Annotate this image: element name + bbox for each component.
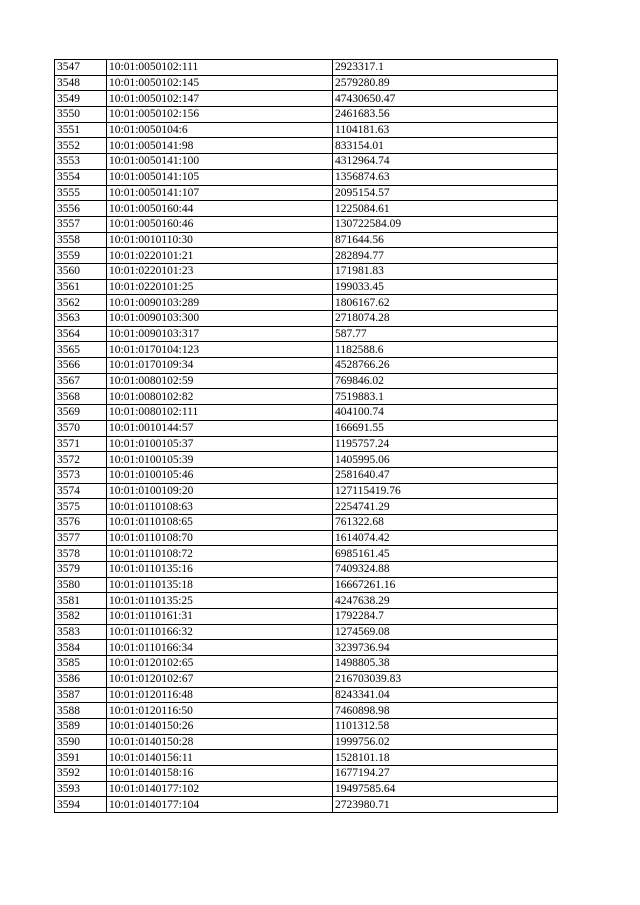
row-number-cell: 3580 [55, 577, 107, 593]
cadastral-value-cell: 2095154.57 [333, 185, 558, 201]
cadastral-value-cell: 1405995.06 [333, 452, 558, 468]
cadastral-value-cell: 1225084.61 [333, 201, 558, 217]
cadastral-number-cell: 10:01:0090103:300 [107, 311, 333, 327]
cadastral-number-cell: 10:01:0140158:16 [107, 765, 333, 781]
cadastral-number-cell: 10:01:0100105:46 [107, 467, 333, 483]
cadastral-number-cell: 10:01:0110108:72 [107, 546, 333, 562]
row-number-cell: 3581 [55, 593, 107, 609]
cadastral-number-cell: 10:01:0010144:57 [107, 420, 333, 436]
row-number-cell: 3590 [55, 734, 107, 750]
row-number-cell: 3555 [55, 185, 107, 201]
cadastral-number-cell: 10:01:0110161:31 [107, 609, 333, 625]
cadastral-number-cell: 10:01:0100109:20 [107, 483, 333, 499]
cadastral-value-cell: 2923317.1 [333, 60, 558, 76]
row-number-cell: 3549 [55, 91, 107, 107]
row-number-cell: 3563 [55, 311, 107, 327]
cadastral-value-cell: 1195757.24 [333, 436, 558, 452]
cadastral-number-cell: 10:01:0110108:65 [107, 514, 333, 530]
cadastral-number-cell: 10:01:0110166:32 [107, 624, 333, 640]
cadastral-value-cell: 4247638.29 [333, 593, 558, 609]
cadastral-value-cell: 1999756.02 [333, 734, 558, 750]
table-row [55, 60, 558, 76]
cadastral-value-cell: 171981.83 [333, 263, 558, 279]
row-number-cell: 3587 [55, 687, 107, 703]
cadastral-number-cell: 10:01:0120102:65 [107, 656, 333, 672]
row-number-cell: 3574 [55, 483, 107, 499]
cadastral-value-cell: 7519883.1 [333, 389, 558, 405]
row-number-cell: 3579 [55, 562, 107, 578]
row-number-cell: 3547 [55, 60, 107, 76]
cadastral-value-cell: 1792284.7 [333, 609, 558, 625]
cadastral-value-cell: 199033.45 [333, 279, 558, 295]
cadastral-number-cell: 10:01:0110135:18 [107, 577, 333, 593]
cadastral-value-cell: 7460898.98 [333, 703, 558, 719]
cadastral-number-cell: 10:01:0080102:82 [107, 389, 333, 405]
row-number-cell: 3564 [55, 326, 107, 342]
cadastral-number-cell: 10:01:0140150:28 [107, 734, 333, 750]
table-row [55, 671, 558, 687]
cadastral-number-cell: 10:01:0110108:70 [107, 530, 333, 546]
cadastral-number-cell: 10:01:0110166:34 [107, 640, 333, 656]
row-number-cell: 3588 [55, 703, 107, 719]
cadastral-number-cell: 10:01:0110135:25 [107, 593, 333, 609]
table-row [55, 562, 558, 578]
cadastral-number-cell: 10:01:0120102:67 [107, 671, 333, 687]
cadastral-number-cell: 10:01:0050102:156 [107, 107, 333, 123]
table-row [55, 750, 558, 766]
cadastral-value-cell: 1528101.18 [333, 750, 558, 766]
table-row [55, 342, 558, 358]
row-number-cell: 3586 [55, 671, 107, 687]
row-number-cell: 3585 [55, 656, 107, 672]
cadastral-value-cell: 2581640.47 [333, 467, 558, 483]
table-row [55, 122, 558, 138]
cadastral-number-cell: 10:01:0050102:111 [107, 60, 333, 76]
table-row [55, 405, 558, 421]
cadastral-number-cell: 10:01:0140177:104 [107, 797, 333, 813]
table-row [55, 781, 558, 797]
table-row [55, 797, 558, 813]
table-row [55, 436, 558, 452]
table-row [55, 185, 558, 201]
row-number-cell: 3562 [55, 295, 107, 311]
cadastral-number-cell: 10:01:0120116:48 [107, 687, 333, 703]
cadastral-value-cell: 3239736.94 [333, 640, 558, 656]
cadastral-number-cell: 10:01:0050141:105 [107, 169, 333, 185]
table-row [55, 483, 558, 499]
row-number-cell: 3575 [55, 499, 107, 515]
cadastral-number-cell: 10:01:0140156:11 [107, 750, 333, 766]
cadastral-number-cell: 10:01:0220101:25 [107, 279, 333, 295]
cadastral-value-cell: 1104181.63 [333, 122, 558, 138]
row-number-cell: 3558 [55, 232, 107, 248]
cadastral-number-cell: 10:01:0050104:6 [107, 122, 333, 138]
cadastral-number-cell: 10:01:0100105:37 [107, 436, 333, 452]
cadastral-value-cell: 4528766.26 [333, 358, 558, 374]
cadastral-value-cell: 404100.74 [333, 405, 558, 421]
cadastral-number-cell: 10:01:0090103:317 [107, 326, 333, 342]
cadastral-number-cell: 10:01:0050102:147 [107, 91, 333, 107]
row-number-cell: 3577 [55, 530, 107, 546]
cadastral-value-cell: 587.77 [333, 326, 558, 342]
cadastral-value-cell: 16667261.16 [333, 577, 558, 593]
row-number-cell: 3565 [55, 342, 107, 358]
table-row [55, 389, 558, 405]
cadastral-value-cell: 1677194.27 [333, 765, 558, 781]
row-number-cell: 3584 [55, 640, 107, 656]
cadastral-number-cell: 10:01:0080102:59 [107, 373, 333, 389]
table-row [55, 154, 558, 170]
table-row [55, 311, 558, 327]
table-row [55, 295, 558, 311]
row-number-cell: 3566 [55, 358, 107, 374]
table-row [55, 546, 558, 562]
cadastral-value-cell: 8243341.04 [333, 687, 558, 703]
table-row [55, 201, 558, 217]
row-number-cell: 3592 [55, 765, 107, 781]
table-row [55, 138, 558, 154]
table-row [55, 687, 558, 703]
table-row [55, 718, 558, 734]
row-number-cell: 3578 [55, 546, 107, 562]
cadastral-value-cell: 2254741.29 [333, 499, 558, 515]
cadastral-value-cell: 1498805.38 [333, 656, 558, 672]
table-row [55, 279, 558, 295]
cadastral-value-cell: 4312964.74 [333, 154, 558, 170]
cadastral-value-cell: 6985161.45 [333, 546, 558, 562]
cadastral-value-cell: 216703039.83 [333, 671, 558, 687]
table-row [55, 169, 558, 185]
cadastral-value-cell: 833154.01 [333, 138, 558, 154]
table-row [55, 765, 558, 781]
table-row [55, 107, 558, 123]
table-row [55, 373, 558, 389]
cadastral-value-cell: 1806167.62 [333, 295, 558, 311]
row-number-cell: 3576 [55, 514, 107, 530]
table-row [55, 577, 558, 593]
cadastral-value-cell: 1182588.6 [333, 342, 558, 358]
row-number-cell: 3557 [55, 216, 107, 232]
table-row [55, 609, 558, 625]
row-number-cell: 3593 [55, 781, 107, 797]
cadastral-value-cell: 19497585.64 [333, 781, 558, 797]
cadastral-value-cell: 2579280.89 [333, 75, 558, 91]
cadastral-value-cell: 871644.56 [333, 232, 558, 248]
cadastral-number-cell: 10:01:0050160:46 [107, 216, 333, 232]
table-row [55, 216, 558, 232]
cadastral-value-cell: 1614074.42 [333, 530, 558, 546]
cadastral-number-cell: 10:01:0110108:63 [107, 499, 333, 515]
cadastral-value-cell: 2718074.28 [333, 311, 558, 327]
cadastral-number-cell: 10:01:0100105:39 [107, 452, 333, 468]
cadastral-number-cell: 10:01:0050141:100 [107, 154, 333, 170]
cadastral-number-cell: 10:01:0050141:98 [107, 138, 333, 154]
cadastral-value-cell: 1101312.58 [333, 718, 558, 734]
row-number-cell: 3560 [55, 263, 107, 279]
table-row [55, 530, 558, 546]
cadastral-number-cell: 10:01:0140150:26 [107, 718, 333, 734]
cadastral-value-cell: 2723980.71 [333, 797, 558, 813]
cadastral-number-cell: 10:01:0050141:107 [107, 185, 333, 201]
row-number-cell: 3556 [55, 201, 107, 217]
row-number-cell: 3561 [55, 279, 107, 295]
row-number-cell: 3569 [55, 405, 107, 421]
cadastral-value-cell: 282894.77 [333, 248, 558, 264]
cadastral-value-cell: 127115419.76 [333, 483, 558, 499]
table-row [55, 467, 558, 483]
row-number-cell: 3571 [55, 436, 107, 452]
row-number-cell: 3591 [55, 750, 107, 766]
table-row [55, 499, 558, 515]
row-number-cell: 3570 [55, 420, 107, 436]
cadastral-number-cell: 10:01:0120116:50 [107, 703, 333, 719]
cadastral-number-cell: 10:01:0050160:44 [107, 201, 333, 217]
cadastral-number-cell: 10:01:0090103:289 [107, 295, 333, 311]
cadastral-number-cell: 10:01:0080102:111 [107, 405, 333, 421]
row-number-cell: 3568 [55, 389, 107, 405]
row-number-cell: 3551 [55, 122, 107, 138]
cadastral-number-cell: 10:01:0110135:16 [107, 562, 333, 578]
table-row [55, 75, 558, 91]
row-number-cell: 3572 [55, 452, 107, 468]
cadastral-number-cell: 10:01:0140177:102 [107, 781, 333, 797]
cadastral-value-cell: 130722584.09 [333, 216, 558, 232]
row-number-cell: 3573 [55, 467, 107, 483]
row-number-cell: 3567 [55, 373, 107, 389]
row-number-cell: 3553 [55, 154, 107, 170]
cadastral-value-cell: 761322.68 [333, 514, 558, 530]
cadastral-number-cell: 10:01:0170104:123 [107, 342, 333, 358]
row-number-cell: 3589 [55, 718, 107, 734]
cadastral-value-cell: 7409324.88 [333, 562, 558, 578]
table-row [55, 263, 558, 279]
table-row [55, 232, 558, 248]
table-row [55, 452, 558, 468]
table-row [55, 420, 558, 436]
table-row [55, 593, 558, 609]
cadastral-value-table [54, 59, 558, 813]
cadastral-value-cell: 166691.55 [333, 420, 558, 436]
table-row [55, 640, 558, 656]
row-number-cell: 3552 [55, 138, 107, 154]
table-row [55, 656, 558, 672]
cadastral-value-cell: 1356874.63 [333, 169, 558, 185]
table-row [55, 248, 558, 264]
cadastral-value-cell: 47430650.47 [333, 91, 558, 107]
table-row [55, 734, 558, 750]
row-number-cell: 3583 [55, 624, 107, 640]
row-number-cell: 3550 [55, 107, 107, 123]
table-body [55, 60, 558, 813]
table-row [55, 624, 558, 640]
table-row [55, 91, 558, 107]
cadastral-value-cell: 1274569.08 [333, 624, 558, 640]
cadastral-number-cell: 10:01:0050102:145 [107, 75, 333, 91]
row-number-cell: 3594 [55, 797, 107, 813]
table-row [55, 703, 558, 719]
row-number-cell: 3582 [55, 609, 107, 625]
cadastral-value-cell: 769846.02 [333, 373, 558, 389]
row-number-cell: 3548 [55, 75, 107, 91]
cadastral-number-cell: 10:01:0220101:23 [107, 263, 333, 279]
row-number-cell: 3559 [55, 248, 107, 264]
table-row [55, 514, 558, 530]
table-row [55, 358, 558, 374]
table-row [55, 326, 558, 342]
row-number-cell: 3554 [55, 169, 107, 185]
cadastral-number-cell: 10:01:0220101:21 [107, 248, 333, 264]
cadastral-number-cell: 10:01:0010110:30 [107, 232, 333, 248]
cadastral-value-cell: 2461683.56 [333, 107, 558, 123]
cadastral-number-cell: 10:01:0170109:34 [107, 358, 333, 374]
